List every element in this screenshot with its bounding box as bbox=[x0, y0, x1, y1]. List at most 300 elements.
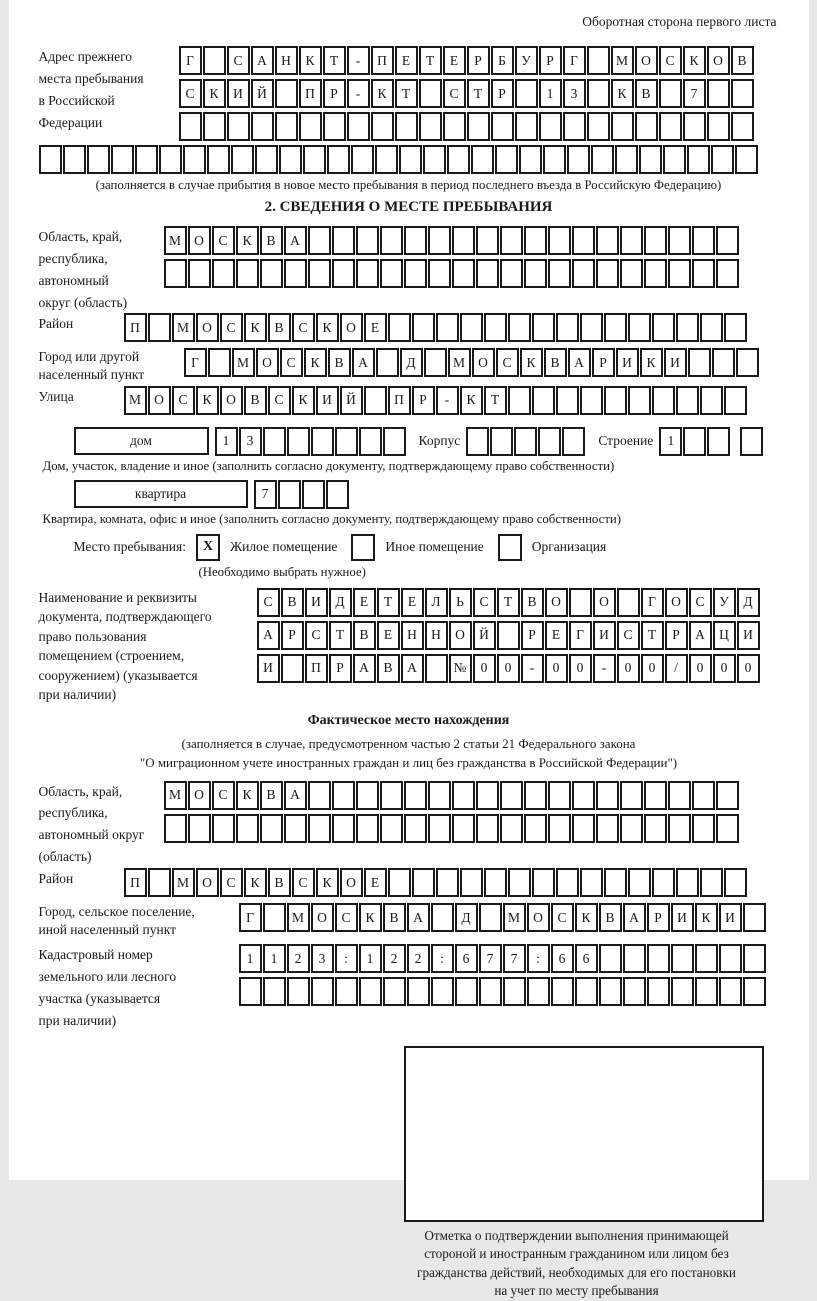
char-cell: А bbox=[568, 348, 591, 377]
char-cell bbox=[351, 145, 374, 174]
char-cell bbox=[260, 259, 283, 288]
char-cell bbox=[668, 226, 691, 255]
char-cell bbox=[308, 226, 331, 255]
char-cell bbox=[724, 386, 747, 415]
char-cell bbox=[111, 145, 134, 174]
char-cell: Н bbox=[425, 621, 448, 650]
char-cell bbox=[308, 259, 331, 288]
char-cell bbox=[275, 112, 298, 141]
char-cell: В bbox=[635, 79, 658, 108]
char-cell bbox=[628, 868, 651, 897]
char-cell bbox=[532, 313, 555, 342]
prev-address-row-1 bbox=[179, 46, 779, 75]
char-cell: Г bbox=[239, 903, 262, 932]
char-cell bbox=[587, 79, 610, 108]
char-cell bbox=[663, 145, 686, 174]
char-cell bbox=[567, 145, 590, 174]
char-cell: 2 bbox=[383, 944, 406, 973]
char-cell: 0 bbox=[497, 654, 520, 683]
char-cell: 1 bbox=[359, 944, 382, 973]
char-cell: Р bbox=[281, 621, 304, 650]
char-cell bbox=[515, 79, 538, 108]
char-cell bbox=[620, 814, 643, 843]
char-cell: И bbox=[671, 903, 694, 932]
char-cell: В bbox=[260, 781, 283, 810]
char-cell bbox=[652, 313, 675, 342]
char-cell: В bbox=[268, 313, 291, 342]
char-cell bbox=[719, 944, 742, 973]
char-cell: К bbox=[244, 868, 267, 897]
char-cell: С bbox=[617, 621, 640, 650]
char-cell: И bbox=[316, 386, 339, 415]
char-cell: Т bbox=[323, 46, 346, 75]
char-cell bbox=[380, 781, 403, 810]
char-cell: - bbox=[593, 654, 616, 683]
char-cell: К bbox=[316, 313, 339, 342]
char-cell: О bbox=[635, 46, 658, 75]
char-cell: И bbox=[305, 588, 328, 617]
char-cell bbox=[431, 977, 454, 1006]
char-cell bbox=[647, 944, 670, 973]
char-cell: С bbox=[172, 386, 195, 415]
document-row-1 bbox=[257, 588, 779, 617]
char-cell: Д bbox=[400, 348, 423, 377]
char-cell bbox=[599, 944, 622, 973]
char-cell: М bbox=[287, 903, 310, 932]
char-cell bbox=[388, 313, 411, 342]
actual-region-row-2 bbox=[164, 814, 779, 843]
char-cell bbox=[436, 868, 459, 897]
char-cell: С bbox=[335, 903, 358, 932]
char-cell: Е bbox=[364, 313, 387, 342]
char-cell: О bbox=[449, 621, 472, 650]
char-cell: К bbox=[236, 226, 259, 255]
char-cell: С bbox=[179, 79, 202, 108]
char-cell: Т bbox=[484, 386, 507, 415]
char-cell: А bbox=[353, 654, 376, 683]
char-cell bbox=[652, 386, 675, 415]
char-cell bbox=[164, 814, 187, 843]
char-cell bbox=[587, 46, 610, 75]
char-cell: Г bbox=[184, 348, 207, 377]
char-cell bbox=[508, 313, 531, 342]
prev-address-caption: (заполняется в случае прибытия в новое место пребывания в период последнего въезда в Российскую Федерацию) bbox=[39, 178, 779, 193]
char-cell bbox=[263, 977, 286, 1006]
char-cell: Т bbox=[329, 621, 352, 650]
char-cell bbox=[491, 112, 514, 141]
stroenie-cells bbox=[659, 427, 731, 456]
char-cell: 7 bbox=[254, 480, 277, 509]
actual-city-row bbox=[239, 903, 767, 932]
char-cell bbox=[428, 259, 451, 288]
char-cell: 0 bbox=[713, 654, 736, 683]
char-cell bbox=[452, 226, 475, 255]
char-cell bbox=[179, 112, 202, 141]
char-cell bbox=[380, 814, 403, 843]
char-cell: Р bbox=[539, 46, 562, 75]
char-cell: Е bbox=[395, 46, 418, 75]
stay-type-row bbox=[74, 534, 779, 561]
char-cell: К bbox=[292, 386, 315, 415]
char-cell bbox=[712, 348, 735, 377]
char-cell bbox=[135, 145, 158, 174]
actual-city-label: Город, сельское поселение, иной населенный пункт bbox=[39, 903, 239, 938]
char-cell bbox=[260, 814, 283, 843]
char-cell bbox=[707, 427, 730, 456]
char-cell bbox=[188, 259, 211, 288]
char-cell bbox=[548, 226, 571, 255]
char-cell bbox=[39, 145, 62, 174]
char-cell bbox=[332, 259, 355, 288]
char-cell bbox=[327, 145, 350, 174]
char-cell bbox=[500, 259, 523, 288]
char-cell bbox=[647, 977, 670, 1006]
char-cell: П bbox=[371, 46, 394, 75]
char-cell: С bbox=[305, 621, 328, 650]
char-cell: Л bbox=[425, 588, 448, 617]
char-cell bbox=[556, 868, 579, 897]
char-cell: 6 bbox=[551, 944, 574, 973]
char-cell: В bbox=[731, 46, 754, 75]
char-cell bbox=[332, 226, 355, 255]
char-cell bbox=[326, 480, 349, 509]
char-cell bbox=[596, 259, 619, 288]
district-block bbox=[39, 313, 779, 346]
char-cell bbox=[514, 427, 537, 456]
char-cell bbox=[575, 977, 598, 1006]
char-cell: В bbox=[377, 654, 400, 683]
char-cell: С bbox=[443, 79, 466, 108]
char-cell: 0 bbox=[737, 654, 760, 683]
confirmation-stamp-box bbox=[404, 1046, 764, 1222]
char-cell bbox=[404, 814, 427, 843]
char-cell: Р bbox=[467, 46, 490, 75]
char-cell: О bbox=[340, 868, 363, 897]
char-cell bbox=[425, 654, 448, 683]
char-cell bbox=[404, 226, 427, 255]
char-cell: 1 bbox=[659, 427, 682, 456]
char-cell bbox=[524, 781, 547, 810]
city-label: Город или другой населенный пункт bbox=[39, 348, 184, 383]
char-cell bbox=[263, 427, 286, 456]
char-cell bbox=[556, 313, 579, 342]
document-block bbox=[39, 588, 779, 705]
char-cell: К bbox=[520, 348, 543, 377]
region-block bbox=[39, 226, 779, 313]
char-cell bbox=[716, 781, 739, 810]
char-cell bbox=[284, 259, 307, 288]
prev-address-label: Адрес прежнего места пребывания в Российской Федерации bbox=[39, 46, 179, 133]
char-cell bbox=[617, 588, 640, 617]
actual-location-title: Фактическое место нахождения bbox=[39, 713, 779, 729]
char-cell: И bbox=[737, 621, 760, 650]
char-cell bbox=[700, 313, 723, 342]
char-cell bbox=[692, 814, 715, 843]
char-cell bbox=[239, 977, 262, 1006]
char-cell: К bbox=[460, 386, 483, 415]
street-block bbox=[39, 386, 779, 419]
char-cell bbox=[676, 386, 699, 415]
char-cell bbox=[562, 427, 585, 456]
char-cell: К bbox=[236, 781, 259, 810]
char-cell: С bbox=[220, 313, 243, 342]
char-cell bbox=[332, 781, 355, 810]
char-cell bbox=[476, 259, 499, 288]
char-cell: Т bbox=[497, 588, 520, 617]
char-cell bbox=[236, 259, 259, 288]
char-cell bbox=[524, 226, 547, 255]
char-cell bbox=[623, 944, 646, 973]
char-cell: М bbox=[448, 348, 471, 377]
char-cell: О bbox=[593, 588, 616, 617]
char-cell: Р bbox=[323, 79, 346, 108]
char-cell: А bbox=[284, 226, 307, 255]
char-cell: С bbox=[257, 588, 280, 617]
stay-option-2-checkbox bbox=[351, 534, 375, 561]
char-cell bbox=[668, 814, 691, 843]
char-cell bbox=[208, 348, 231, 377]
char-cell: С bbox=[212, 781, 235, 810]
char-cell: С bbox=[473, 588, 496, 617]
char-cell bbox=[476, 814, 499, 843]
char-cell bbox=[255, 145, 278, 174]
char-cell bbox=[308, 814, 331, 843]
char-cell: В bbox=[353, 621, 376, 650]
char-cell: Е bbox=[401, 588, 424, 617]
char-cell bbox=[148, 313, 171, 342]
char-cell bbox=[484, 313, 507, 342]
char-cell bbox=[490, 427, 513, 456]
char-cell bbox=[563, 112, 586, 141]
prev-address-row-3 bbox=[179, 112, 779, 141]
actual-location-caption: (заполняется в случае, предусмотренном частью 2 статьи 21 Федерального закона "О миграционном учете иностранных граждан и лиц без гражданства в Российской Федерации") bbox=[39, 735, 779, 773]
char-cell: С bbox=[227, 46, 250, 75]
char-cell bbox=[371, 112, 394, 141]
char-cell bbox=[569, 588, 592, 617]
stay-option-3-label: Организация bbox=[532, 539, 606, 555]
char-cell bbox=[497, 621, 520, 650]
actual-district-label: Район bbox=[39, 868, 124, 890]
char-cell: : bbox=[527, 944, 550, 973]
char-cell: Р bbox=[491, 79, 514, 108]
char-cell: Г bbox=[641, 588, 664, 617]
char-cell bbox=[695, 944, 718, 973]
char-cell bbox=[692, 226, 715, 255]
char-cell: С bbox=[292, 868, 315, 897]
char-cell: 7 bbox=[503, 944, 526, 973]
char-cell bbox=[716, 226, 739, 255]
char-cell: - bbox=[347, 79, 370, 108]
char-cell bbox=[388, 868, 411, 897]
char-cell bbox=[572, 781, 595, 810]
char-cell bbox=[683, 427, 706, 456]
char-cell: 2 bbox=[407, 944, 430, 973]
char-cell bbox=[287, 427, 310, 456]
char-cell bbox=[596, 814, 619, 843]
char-cell: : bbox=[431, 944, 454, 973]
apartment-cells bbox=[254, 480, 350, 509]
char-cell bbox=[227, 112, 250, 141]
char-cell: А bbox=[251, 46, 274, 75]
stay-option-3-checkbox bbox=[498, 534, 522, 561]
stay-option-1-label: Жилое помещение bbox=[230, 539, 337, 555]
char-cell bbox=[428, 226, 451, 255]
char-cell bbox=[652, 868, 675, 897]
section2-title: 2. СВЕДЕНИЯ О МЕСТЕ ПРЕБЫВАНИЯ bbox=[39, 199, 779, 216]
char-cell: С bbox=[659, 46, 682, 75]
char-cell bbox=[719, 977, 742, 1006]
apartment-row bbox=[74, 480, 779, 509]
char-cell bbox=[644, 781, 667, 810]
char-cell bbox=[611, 112, 634, 141]
district-row bbox=[124, 313, 748, 342]
char-cell: Й bbox=[473, 621, 496, 650]
char-cell: Т bbox=[641, 621, 664, 650]
char-cell bbox=[404, 259, 427, 288]
char-cell bbox=[596, 781, 619, 810]
stay-option-2-label: Иное помещение bbox=[385, 539, 483, 555]
char-cell bbox=[524, 814, 547, 843]
char-cell bbox=[731, 79, 754, 108]
char-cell: К bbox=[640, 348, 663, 377]
char-cell: Р bbox=[665, 621, 688, 650]
char-cell bbox=[231, 145, 254, 174]
char-cell: П bbox=[124, 868, 147, 897]
char-cell: Р bbox=[412, 386, 435, 415]
char-cell bbox=[548, 814, 571, 843]
char-cell bbox=[428, 781, 451, 810]
char-cell: И bbox=[227, 79, 250, 108]
char-cell bbox=[539, 112, 562, 141]
char-cell bbox=[676, 868, 699, 897]
char-cell: П bbox=[299, 79, 322, 108]
char-cell bbox=[476, 781, 499, 810]
char-cell: Т bbox=[377, 588, 400, 617]
char-cell: П bbox=[305, 654, 328, 683]
char-cell: О bbox=[196, 868, 219, 897]
char-cell: А bbox=[623, 903, 646, 932]
char-cell bbox=[635, 112, 658, 141]
char-cell: № bbox=[449, 654, 472, 683]
char-cell bbox=[644, 226, 667, 255]
char-cell bbox=[556, 386, 579, 415]
char-cell bbox=[251, 112, 274, 141]
char-cell bbox=[412, 868, 435, 897]
char-cell bbox=[460, 868, 483, 897]
char-cell: Т bbox=[467, 79, 490, 108]
char-cell bbox=[380, 226, 403, 255]
char-cell bbox=[447, 145, 470, 174]
char-cell: 3 bbox=[239, 427, 262, 456]
char-cell bbox=[724, 868, 747, 897]
char-cell bbox=[484, 868, 507, 897]
char-cell bbox=[431, 903, 454, 932]
actual-region-label: Область, край, республика, автономный округ (область) bbox=[39, 781, 164, 868]
char-cell: 6 bbox=[455, 944, 478, 973]
char-cell bbox=[63, 145, 86, 174]
char-cell bbox=[212, 814, 235, 843]
char-cell: 3 bbox=[563, 79, 586, 108]
district-label: Район bbox=[39, 313, 124, 335]
char-cell: 0 bbox=[473, 654, 496, 683]
char-cell bbox=[683, 112, 706, 141]
char-cell bbox=[419, 112, 442, 141]
char-cell: С bbox=[292, 313, 315, 342]
house-labelbox: дом bbox=[74, 427, 209, 455]
char-cell: М bbox=[172, 313, 195, 342]
char-cell bbox=[479, 903, 502, 932]
char-cell bbox=[278, 480, 301, 509]
char-cell bbox=[587, 112, 610, 141]
char-cell: Н bbox=[401, 621, 424, 650]
char-cell bbox=[359, 427, 382, 456]
char-cell: В bbox=[544, 348, 567, 377]
char-cell: М bbox=[124, 386, 147, 415]
char-cell bbox=[466, 427, 489, 456]
char-cell: М bbox=[172, 868, 195, 897]
char-cell bbox=[538, 427, 561, 456]
char-cell: О bbox=[545, 588, 568, 617]
char-cell bbox=[311, 427, 334, 456]
char-cell: 1 bbox=[263, 944, 286, 973]
char-cell bbox=[299, 112, 322, 141]
char-cell bbox=[395, 112, 418, 141]
char-cell bbox=[615, 145, 638, 174]
char-cell: В bbox=[260, 226, 283, 255]
actual-district-row bbox=[124, 868, 748, 897]
char-cell: И bbox=[593, 621, 616, 650]
apartment-caption: Квартира, комната, офис и иное (заполнить согласно документу, подтверждающему право собственности) bbox=[43, 512, 779, 527]
char-cell: О bbox=[707, 46, 730, 75]
char-cell bbox=[303, 145, 326, 174]
stroenie-label: Строение bbox=[598, 433, 653, 449]
char-cell bbox=[236, 814, 259, 843]
actual-district-block bbox=[39, 868, 779, 901]
char-cell bbox=[359, 977, 382, 1006]
char-cell: А bbox=[257, 621, 280, 650]
char-cell bbox=[332, 814, 355, 843]
char-cell bbox=[508, 386, 531, 415]
char-cell: 3 bbox=[311, 944, 334, 973]
char-cell bbox=[323, 112, 346, 141]
city-row bbox=[184, 348, 760, 377]
char-cell: А bbox=[407, 903, 430, 932]
prev-address-row-4 bbox=[39, 145, 779, 174]
char-cell: Е bbox=[377, 621, 400, 650]
char-cell bbox=[695, 977, 718, 1006]
char-cell bbox=[604, 868, 627, 897]
char-cell bbox=[356, 814, 379, 843]
char-cell bbox=[620, 781, 643, 810]
char-cell: И bbox=[664, 348, 687, 377]
char-cell: 0 bbox=[689, 654, 712, 683]
char-cell: В bbox=[599, 903, 622, 932]
char-cell bbox=[532, 868, 555, 897]
char-cell: П bbox=[388, 386, 411, 415]
cadastre-row-2 bbox=[239, 977, 779, 1006]
char-cell: : bbox=[335, 944, 358, 973]
char-cell: П bbox=[124, 313, 147, 342]
char-cell bbox=[580, 868, 603, 897]
char-cell bbox=[692, 259, 715, 288]
char-cell: О bbox=[188, 226, 211, 255]
char-cell bbox=[604, 313, 627, 342]
char-cell bbox=[423, 145, 446, 174]
char-cell: К bbox=[299, 46, 322, 75]
char-cell bbox=[671, 944, 694, 973]
char-cell: Б bbox=[491, 46, 514, 75]
house-number-cells bbox=[215, 427, 407, 456]
